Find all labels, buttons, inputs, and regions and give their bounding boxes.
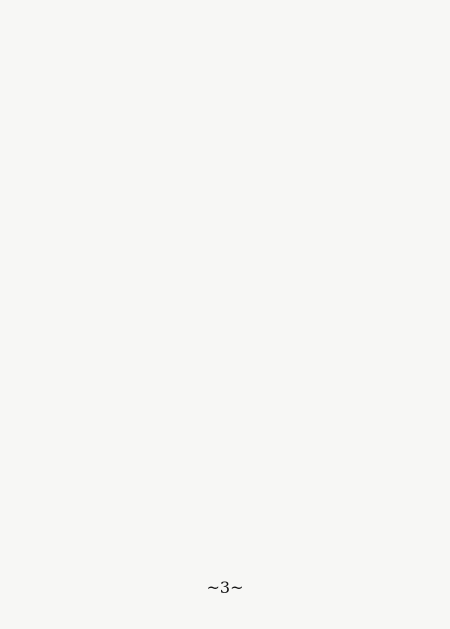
body-text xyxy=(70,58,410,576)
text-line xyxy=(70,548,410,571)
text-line xyxy=(70,380,410,403)
text-line xyxy=(70,310,410,333)
text-line xyxy=(70,198,410,221)
text-line xyxy=(70,464,410,487)
text-line xyxy=(70,170,410,193)
text-line xyxy=(70,282,410,305)
text-line xyxy=(70,254,410,277)
text-line xyxy=(70,226,410,249)
text-line xyxy=(70,58,410,81)
text-line xyxy=(70,86,410,109)
text-line xyxy=(70,114,410,137)
paragraph-gap xyxy=(70,366,410,380)
text-line xyxy=(70,408,410,431)
text-line xyxy=(70,492,410,515)
text-line xyxy=(70,436,410,459)
text-line xyxy=(70,520,410,543)
page-number: ~3~ xyxy=(206,578,244,597)
text-line xyxy=(70,338,410,361)
text-line xyxy=(70,142,410,165)
